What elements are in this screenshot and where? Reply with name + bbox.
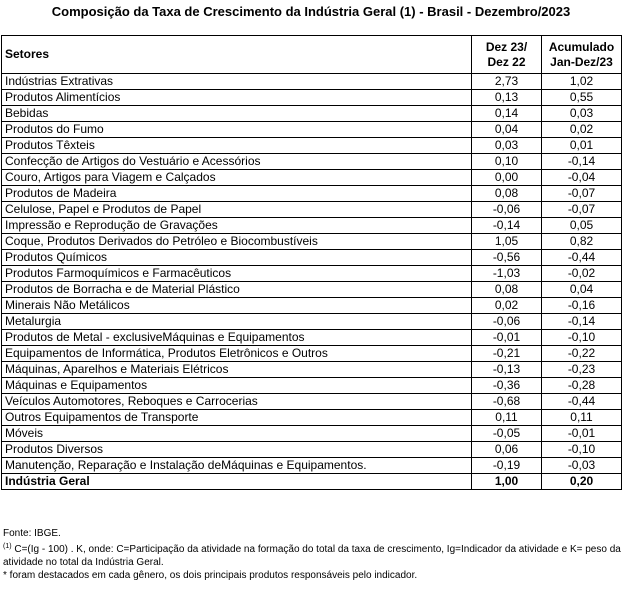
table-row	[2, 282, 622, 298]
header-acumulado-line1: Acumulado	[548, 39, 615, 54]
row-dez: -0,13	[472, 362, 542, 378]
row-acumulado: -0,44	[542, 394, 622, 410]
header-dez-line1: Dez 23/	[485, 39, 528, 54]
row-dez: -0,01	[472, 330, 542, 346]
row-setor: Produtos Diversos	[2, 442, 472, 458]
total-dez: 1,00	[472, 474, 542, 490]
header-acumulado-line2: Jan-Dez/23	[550, 54, 613, 69]
row-dez: -0,05	[472, 426, 542, 442]
row-acumulado: -0,07	[542, 202, 622, 218]
row-dez: 0,10	[472, 154, 542, 170]
row-acumulado: -0,03	[542, 458, 622, 474]
row-dez: 0,11	[472, 410, 542, 426]
table-row	[2, 394, 622, 410]
note-text: C=(Ig - 100) . K, onde: C=Participação da atividade na formação do total da taxa de crescimento, Ig=Indicador da atividade e K= peso da atividade no total da Indústria Geral.	[3, 544, 621, 568]
row-setor: Produtos Químicos	[2, 250, 472, 266]
formula-note	[3, 540, 621, 569]
table-row	[2, 330, 622, 346]
page-title: Composição da Taxa de Crescimento da Indústria Geral (1) - Brasil - Dezembro/2023	[51, 4, 571, 19]
row-acumulado: -0,23	[542, 362, 622, 378]
table-row	[2, 74, 622, 90]
row-acumulado: -0,02	[542, 266, 622, 282]
row-acumulado: 1,02	[542, 74, 622, 90]
row-dez: 0,13	[472, 90, 542, 106]
table-row	[2, 234, 622, 250]
row-setor: Máquinas, Aparelhos e Materiais Elétricos	[2, 362, 472, 378]
row-setor: Couro, Artigos para Viagem e Calçados	[2, 170, 472, 186]
row-acumulado: -0,14	[542, 314, 622, 330]
row-setor: Produtos de Metal - exclusiveMáquinas e Equipamentos	[2, 330, 472, 346]
row-acumulado: -0,16	[542, 298, 622, 314]
table-row	[2, 90, 622, 106]
row-dez: 1,05	[472, 234, 542, 250]
table-row	[2, 250, 622, 266]
total-row	[2, 474, 622, 490]
row-acumulado: -0,22	[542, 346, 622, 362]
row-dez: 0,08	[472, 186, 542, 202]
row-acumulado: 0,01	[542, 138, 622, 154]
table-row	[2, 362, 622, 378]
row-dez: -0,36	[472, 378, 542, 394]
row-acumulado: -0,14	[542, 154, 622, 170]
row-setor: Produtos do Fumo	[2, 122, 472, 138]
row-acumulado: 0,55	[542, 90, 622, 106]
row-setor: Outros Equipamentos de Transporte	[2, 410, 472, 426]
row-dez: 0,00	[472, 170, 542, 186]
table-row	[2, 314, 622, 330]
row-dez: -0,68	[472, 394, 542, 410]
row-acumulado: -0,01	[542, 426, 622, 442]
table-row	[2, 122, 622, 138]
row-acumulado: -0,10	[542, 330, 622, 346]
row-setor: Produtos Alimentícios	[2, 90, 472, 106]
row-acumulado: 0,11	[542, 410, 622, 426]
total-label: Indústria Geral	[2, 474, 472, 490]
row-dez: 0,03	[472, 138, 542, 154]
row-acumulado: 0,82	[542, 234, 622, 250]
row-setor: Impressão e Reprodução de Gravações	[2, 218, 472, 234]
table-row	[2, 298, 622, 314]
table-row	[2, 154, 622, 170]
header-dez	[472, 36, 542, 74]
table-body	[2, 74, 622, 474]
highlight-note: * foram destacados em cada gênero, os dois principais produtos responsáveis pelo indicador.	[3, 570, 418, 581]
row-setor: Manutenção, Reparação e Instalação deMáquinas e Equipamentos.	[2, 458, 472, 474]
row-acumulado: -0,04	[542, 170, 622, 186]
row-setor: Produtos Têxteis	[2, 138, 472, 154]
row-acumulado: 0,02	[542, 122, 622, 138]
table-row	[2, 410, 622, 426]
table-row	[2, 138, 622, 154]
row-acumulado: 0,04	[542, 282, 622, 298]
row-dez: 0,04	[472, 122, 542, 138]
row-setor: Máquinas e Equipamentos	[2, 378, 472, 394]
row-acumulado: -0,07	[542, 186, 622, 202]
row-acumulado: -0,28	[542, 378, 622, 394]
table-row	[2, 106, 622, 122]
header-setores: Setores	[2, 36, 472, 74]
data-table	[1, 35, 622, 490]
row-acumulado: 0,05	[542, 218, 622, 234]
row-dez: -0,19	[472, 458, 542, 474]
row-acumulado: -0,44	[542, 250, 622, 266]
row-dez: 2,73	[472, 74, 542, 90]
row-setor: Metalurgia	[2, 314, 472, 330]
row-setor: Bebidas	[2, 106, 472, 122]
row-setor: Produtos Farmoquímicos e Farmacêuticos	[2, 266, 472, 282]
table-row	[2, 346, 622, 362]
table-row	[2, 442, 622, 458]
row-setor: Indústrias Extrativas	[2, 74, 472, 90]
table-row	[2, 218, 622, 234]
table-row	[2, 378, 622, 394]
row-setor: Móveis	[2, 426, 472, 442]
header-dez-line2: Dez 22	[487, 54, 526, 69]
row-setor: Equipamentos de Informática, Produtos Eletrônicos e Outros	[2, 346, 472, 362]
row-dez: -0,06	[472, 202, 542, 218]
row-setor: Confecção de Artigos do Vestuário e Acessórios	[2, 154, 472, 170]
row-acumulado: -0,10	[542, 442, 622, 458]
row-dez: -0,14	[472, 218, 542, 234]
row-dez: 0,06	[472, 442, 542, 458]
row-dez: -1,03	[472, 266, 542, 282]
row-dez: 0,14	[472, 106, 542, 122]
row-setor: Minerais Não Metálicos	[2, 298, 472, 314]
row-setor: Produtos de Madeira	[2, 186, 472, 202]
table-row	[2, 202, 622, 218]
footnotes	[3, 527, 621, 582]
table-row	[2, 170, 622, 186]
table-row	[2, 458, 622, 474]
table-row	[2, 426, 622, 442]
table-row	[2, 186, 622, 202]
table-header-row	[2, 36, 622, 74]
row-dez: -0,21	[472, 346, 542, 362]
total-acumulado: 0,20	[542, 474, 622, 490]
row-setor: Veículos Automotores, Reboques e Carrocerias	[2, 394, 472, 410]
row-setor: Celulose, Papel e Produtos de Papel	[2, 202, 472, 218]
row-setor: Produtos de Borracha e de Material Plástico	[2, 282, 472, 298]
source-note: Fonte: IBGE.	[3, 528, 61, 539]
row-dez: 0,02	[472, 298, 542, 314]
note-marker: (1)	[3, 543, 12, 550]
row-dez: -0,56	[472, 250, 542, 266]
row-dez: -0,06	[472, 314, 542, 330]
row-setor: Coque, Produtos Derivados do Petróleo e Biocombustíveis	[2, 234, 472, 250]
row-acumulado: 0,03	[542, 106, 622, 122]
table-row	[2, 266, 622, 282]
header-acumulado	[542, 36, 622, 74]
row-dez: 0,08	[472, 282, 542, 298]
